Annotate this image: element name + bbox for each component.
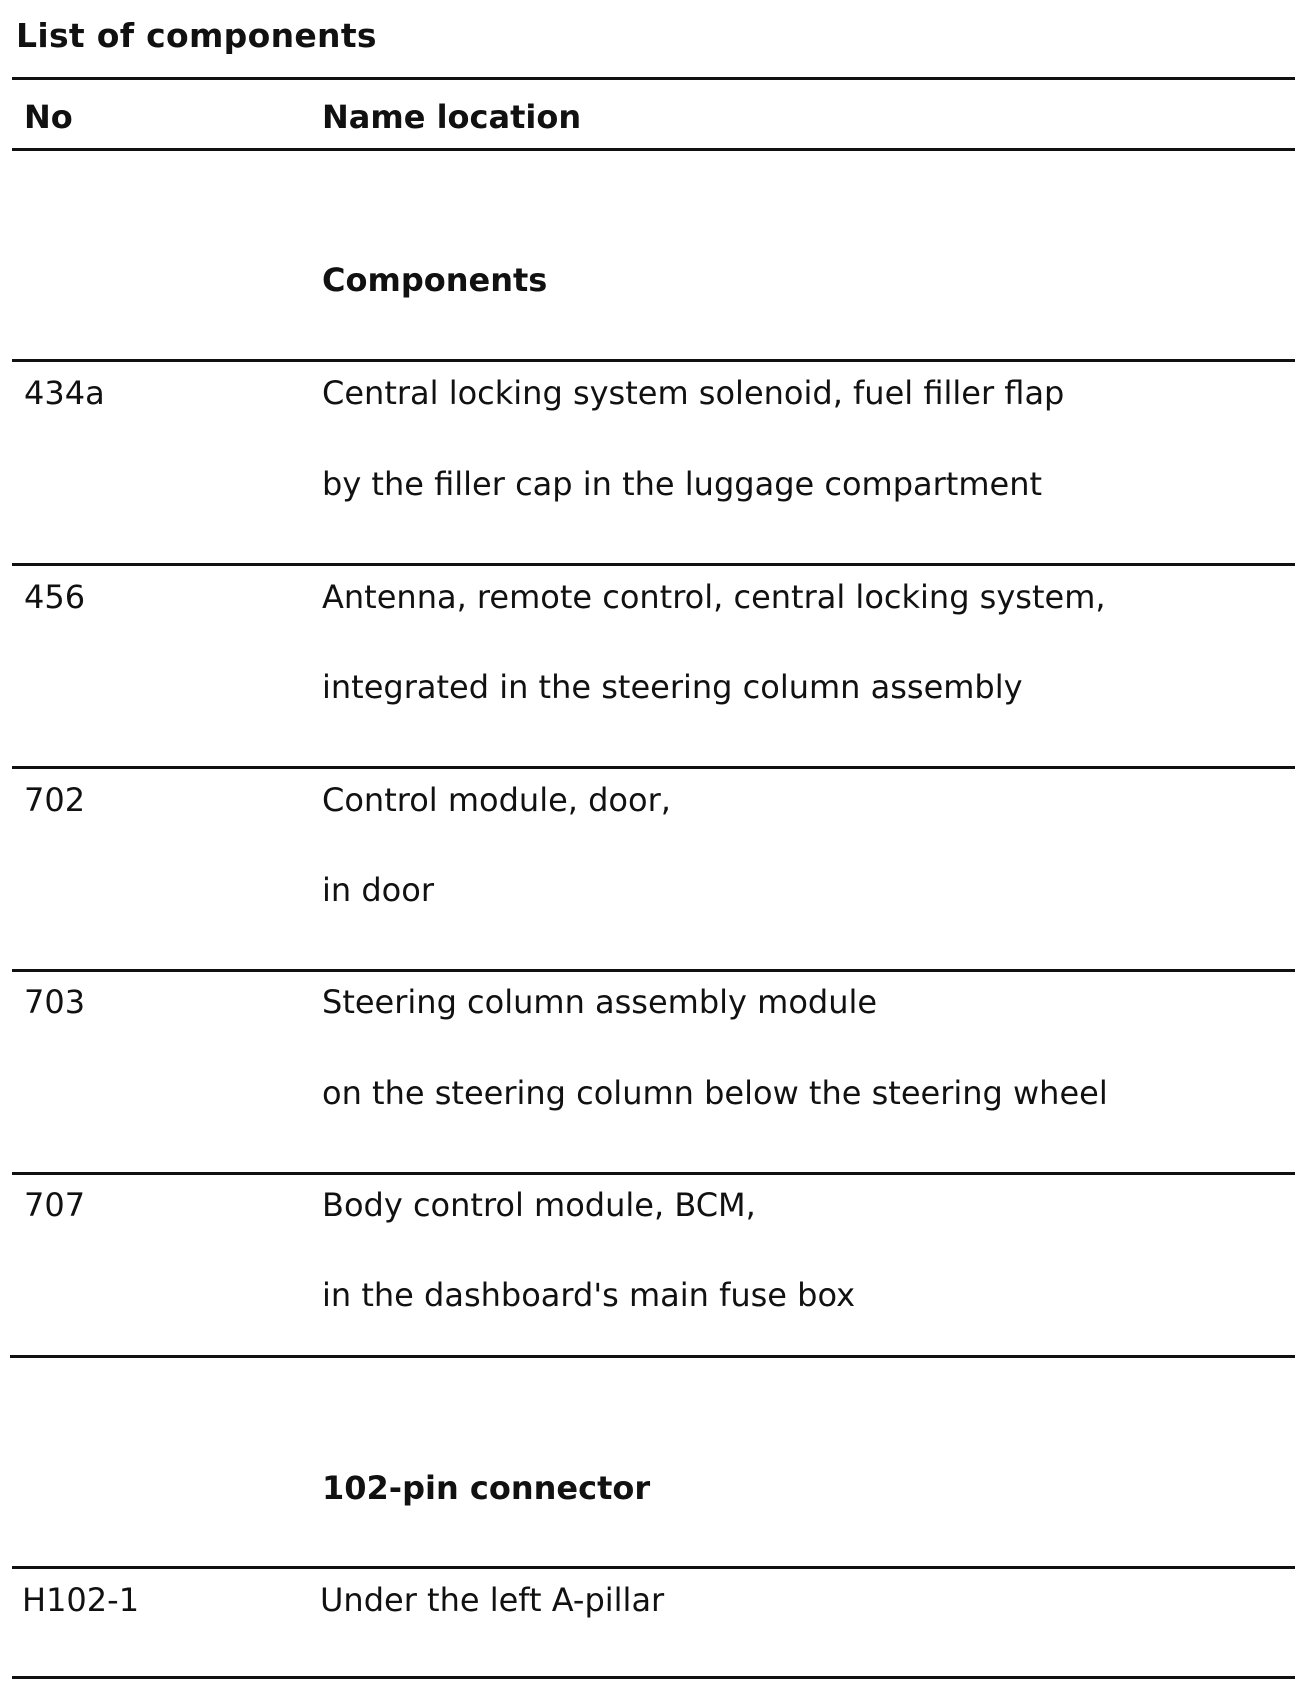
row-name: Steering column assembly module: [322, 983, 878, 1021]
divider-line: [12, 1566, 1295, 1569]
row-number: 434a: [24, 374, 105, 412]
row-location: in the dashboard's main fuse box: [322, 1276, 855, 1314]
divider-line: [12, 77, 1295, 80]
divider-line: [12, 1172, 1295, 1175]
divider-line: [12, 563, 1295, 566]
row-name: Body control module, BCM,: [322, 1186, 756, 1224]
header-no: No: [24, 98, 73, 136]
divider-line: [12, 766, 1295, 769]
section-heading-102-pin-connector: 102-pin connector: [322, 1469, 651, 1507]
row-number: 456: [24, 578, 86, 616]
row-name: Antenna, remote control, central locking system,: [322, 578, 1106, 616]
row-number: 703: [24, 983, 86, 1021]
row-location: by the filler cap in the luggage compartment: [322, 465, 1043, 503]
divider-line: [10, 1355, 1295, 1358]
row-location: in door: [322, 871, 434, 909]
row-name: Central locking system solenoid, fuel filler flap: [322, 374, 1065, 412]
row-number: 702: [24, 781, 86, 819]
row-name: Under the left A-pillar: [320, 1581, 665, 1619]
divider-line: [12, 148, 1295, 151]
row-location: integrated in the steering column assembly: [322, 668, 1023, 706]
divider-line: [12, 1676, 1295, 1679]
header-name-location: Name location: [322, 98, 582, 136]
document-title: List of components: [16, 16, 377, 55]
section-heading-components: Components: [322, 261, 548, 299]
row-number: H102-1: [22, 1581, 140, 1619]
divider-line: [12, 359, 1295, 362]
row-location: on the steering column below the steering wheel: [322, 1074, 1108, 1112]
divider-line: [12, 969, 1295, 972]
row-name: Control module, door,: [322, 781, 671, 819]
row-number: 707: [24, 1186, 86, 1224]
